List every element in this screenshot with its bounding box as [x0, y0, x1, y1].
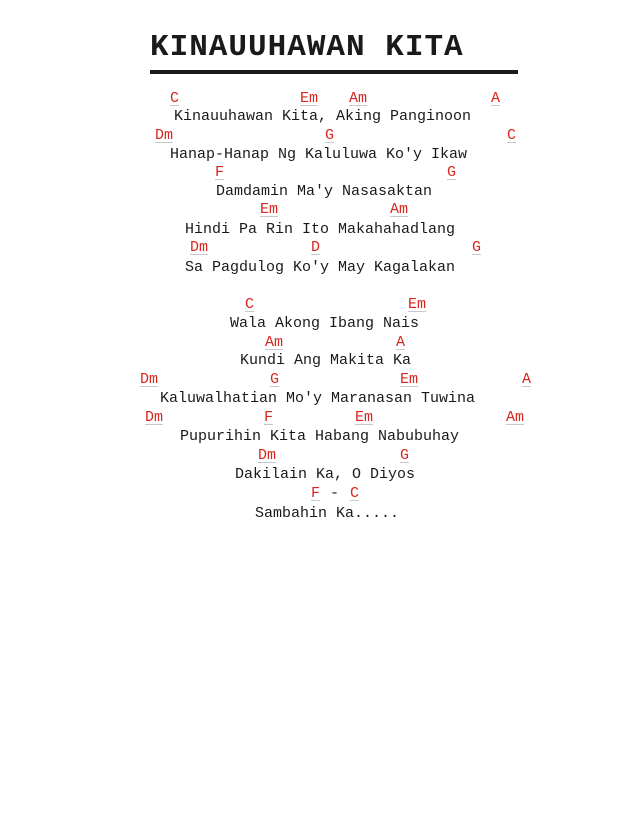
chord-line	[0, 90, 638, 108]
chord: Dm	[190, 239, 209, 256]
chord: Em	[355, 409, 374, 426]
chord: Em	[400, 371, 419, 388]
chord: Dm	[155, 127, 174, 144]
chord: G	[472, 239, 482, 256]
lyric-line: Kaluwalhatian Mo'y Maranasan Tuwina	[160, 390, 476, 407]
chord-line	[0, 127, 638, 145]
chord: C	[507, 127, 517, 144]
lyric-line: Kundi Ang Makita Ka	[240, 352, 412, 369]
chord: Dm	[140, 371, 159, 388]
chord: G	[270, 371, 280, 388]
chord: Dm	[145, 409, 164, 426]
chord-line	[0, 485, 638, 503]
chord: A	[491, 90, 501, 107]
chord: C	[170, 90, 180, 107]
chord-line	[0, 164, 638, 182]
lyric-line: Sambahin Ka.....	[255, 505, 400, 522]
lyric-line: Pupurihin Kita Habang Nabubuhay	[180, 428, 460, 445]
lyric-line: Kinauuhawan Kita, Aking Panginoon	[174, 108, 472, 125]
chord: Am	[349, 90, 368, 107]
lyric-line: Damdamin Ma'y Nasasaktan	[216, 183, 433, 200]
chord: F	[311, 485, 321, 502]
chord-line	[0, 334, 638, 352]
chord: A	[396, 334, 406, 351]
lyric-line: Dakilain Ka, O Diyos	[235, 466, 416, 483]
chord-line	[0, 447, 638, 465]
chord: G	[325, 127, 335, 144]
chord-separator: -	[330, 485, 340, 502]
chord: Em	[260, 201, 279, 218]
chord: Am	[265, 334, 284, 351]
chord: Am	[390, 201, 409, 218]
lyric-line: Sa Pagdulog Ko'y May Kagalakan	[185, 259, 456, 276]
lyric-line: Wala Akong Ibang Nais	[230, 315, 420, 332]
chord-line	[0, 409, 638, 427]
chord-line	[0, 371, 638, 389]
chord: Dm	[258, 447, 277, 464]
chord: F	[264, 409, 274, 426]
chord: D	[311, 239, 321, 256]
chord-line	[0, 201, 638, 219]
chord: C	[245, 296, 255, 313]
lyric-line: Hanap-Hanap Ng Kaluluwa Ko'y Ikaw	[170, 146, 468, 163]
chord-line	[0, 296, 638, 314]
chord: Em	[300, 90, 319, 107]
lyric-line: Hindi Pa Rin Ito Makahahadlang	[185, 221, 456, 238]
chord: Em	[408, 296, 427, 313]
chord: Am	[506, 409, 525, 426]
chord: A	[522, 371, 532, 388]
chord: C	[350, 485, 360, 502]
chord-line	[0, 239, 638, 257]
chord: F	[215, 164, 225, 181]
song-title: KINAUUHAWAN KITA	[150, 30, 464, 65]
chord: G	[447, 164, 457, 181]
title-underline	[150, 70, 518, 74]
chord: G	[400, 447, 410, 464]
